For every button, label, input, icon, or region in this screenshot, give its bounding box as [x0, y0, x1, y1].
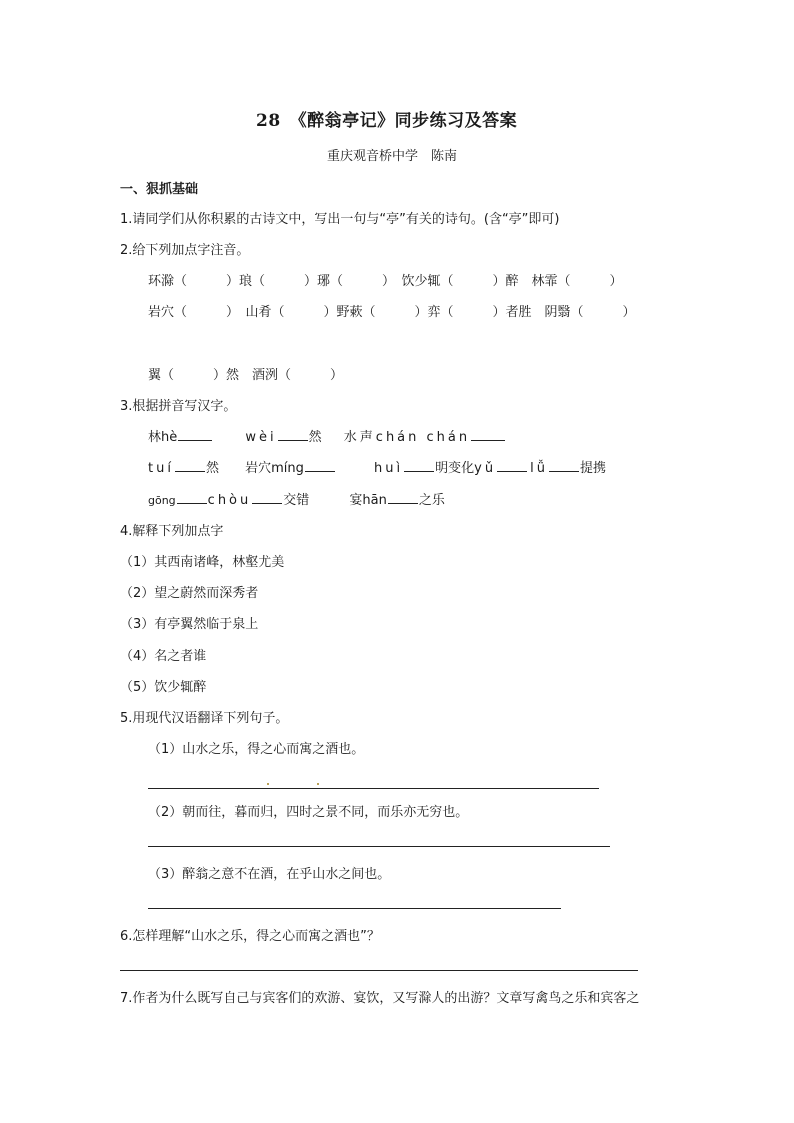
question-4-item-2: （2）望之蔚然而深秀者: [120, 586, 259, 601]
question-3-row-2: [148, 457, 606, 476]
question-5-item-1: （1）山水之乐，得之心而寓之酒也。: [148, 742, 365, 757]
text-fragment: 交错: [283, 493, 310, 508]
answer-blank[interactable]: [177, 491, 207, 504]
text-fragment: 然: [308, 430, 322, 445]
answer-blank[interactable]: [305, 459, 335, 472]
pinyin-item: huì: [374, 461, 404, 476]
pinyin-item: wèi: [245, 430, 277, 445]
pinyin-item: 岩穴míng: [245, 461, 304, 476]
answer-blank[interactable]: [471, 428, 505, 441]
pinyin-item: yǔ: [474, 461, 497, 476]
question-2-row-1: 环滁（ ）琅（ ）琊（ ） 饮少辄（ ）醉 林霏（ ）: [148, 274, 623, 289]
answer-blank[interactable]: [549, 459, 579, 472]
question-4-stem: 4.解释下列加点字: [120, 524, 224, 539]
pinyin-item: chòu: [207, 493, 252, 508]
question-2-row-3: 翼（ ）然 酒洌（ ）: [148, 368, 344, 383]
question-5-item-2: （2）朝而往，暮而归，四时之景不同，而乐亦无穷也。: [148, 805, 469, 820]
answer-blank[interactable]: [497, 459, 527, 472]
pinyin-item: gōng: [148, 494, 176, 507]
question-2-row-2: 岩穴（ ） 山肴（ ）野蔌（ ）弈（ ）者胜 阴翳（ ）: [148, 305, 636, 320]
question-5-stem: 5.用现代汉语翻译下列句子。: [120, 711, 289, 726]
stray-mark: [317, 783, 319, 785]
answer-blank[interactable]: [404, 459, 434, 472]
question-4-item-5: （5）饮少辄醉: [120, 680, 207, 695]
answer-blank[interactable]: [175, 459, 205, 472]
pinyin-item: lǚ: [530, 461, 548, 476]
question-3-row-1: [148, 426, 506, 445]
answer-line[interactable]: [148, 788, 599, 789]
question-7: 7.作者为什么既写自己与宾客们的欢游、宴饮，又写滁人的出游？文章写禽鸟之乐和宾客之: [120, 991, 640, 1006]
question-2-stem: 2.给下列加点字注音。: [120, 243, 250, 258]
text-fragment: 然: [205, 461, 219, 476]
question-3-row-3: [148, 489, 445, 508]
answer-line[interactable]: [148, 846, 610, 847]
answer-line[interactable]: [120, 970, 638, 971]
question-6: 6.怎样理解“山水之乐，得之心而寓之酒也”？: [120, 929, 380, 944]
question-5-item-3: （3）醉翁之意不在酒，在乎山水之间也。: [148, 867, 391, 882]
question-4-item-4: （4）名之者谁: [120, 649, 207, 664]
page-title: 28 《醉翁亭记》同步练习及答案: [256, 111, 518, 131]
text-fragment: 提携: [579, 461, 606, 476]
text-fragment: 明变化: [435, 461, 475, 476]
stray-mark: [267, 783, 269, 785]
section-heading: 一、狠抓基础: [120, 182, 199, 197]
question-4-item-3: （3）有亭翼然临于泉上: [120, 617, 259, 632]
answer-blank[interactable]: [388, 491, 418, 504]
question-1: 1.请同学们从你积累的古诗文中，写出一句与“亭”有关的诗句。(含“亭”即可): [120, 212, 560, 227]
question-4-item-1: （1）其西南诸峰，林壑尤美: [120, 555, 285, 570]
pinyin-item: 林hè: [148, 430, 178, 445]
question-3-stem: 3.根据拼音写汉字。: [120, 399, 237, 414]
answer-blank[interactable]: [278, 428, 308, 441]
author-line: 重庆观音桥中学 陈南: [327, 149, 458, 164]
text-fragment: 之乐: [418, 493, 445, 508]
pinyin-item: 水声chán chán: [343, 430, 471, 445]
answer-line[interactable]: [148, 908, 561, 909]
answer-blank[interactable]: [178, 428, 212, 441]
answer-blank[interactable]: [252, 491, 282, 504]
pinyin-item: 宴hān: [349, 493, 387, 508]
pinyin-item: tuí: [148, 461, 174, 476]
